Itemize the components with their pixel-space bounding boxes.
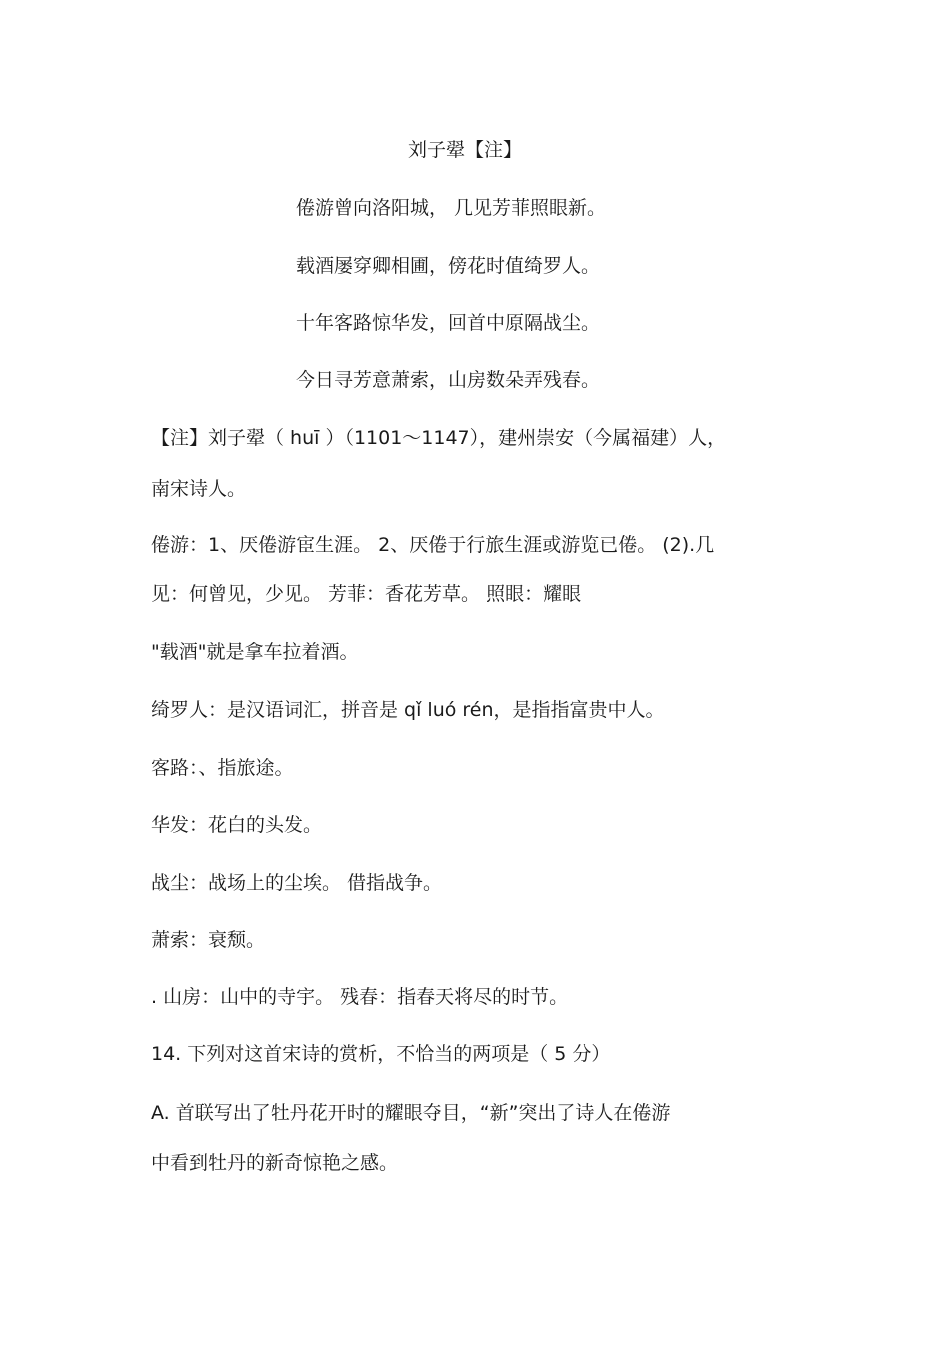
option-a-line-2: 中看到牡丹的新奇惊艳之感。 <box>151 1152 399 1174</box>
option-a-line-1: A. 首联写出了牡丹花开时的耀眼夺目，“新”突出了诗人在倦游 <box>151 1102 671 1124</box>
poem-line-1: 倦游曾向洛阳城， 几见芳菲照眼新。 <box>296 197 607 219</box>
note-author-line-1: 【注】刘子翚（ huī ）（1101～1147），建州崇安（今属福建）人， <box>151 427 727 449</box>
question-stem: 14. 下列对这首宋诗的赏析，不恰当的两项是（ 5 分） <box>151 1043 611 1065</box>
note-qiluoren: 绮罗人：是汉语词汇，拼音是 qǐ luó rén，是指指富贵中人。 <box>151 699 665 721</box>
note-zaijiu: "载酒"就是拿车拉着酒。 <box>151 641 359 663</box>
note-juanyou-line-2: 见：何曾见，少见。 芳菲：香花芳草。 照眼：耀眼 <box>151 583 582 605</box>
note-zhanchen: 战尘：战场上的尘埃。 借指战争。 <box>151 872 443 894</box>
poem-title: 刘子翚【注】 <box>408 139 523 161</box>
note-juanyou-line-1: 倦游：1、厌倦游宦生涯。 2、厌倦于行旅生涯或游览已倦。 (2).几 <box>151 534 715 556</box>
note-shanfang: . 山房：山中的寺宇。 残春：指春天将尽的时节。 <box>151 986 569 1008</box>
note-xiaosuo: 萧索：衰颓。 <box>151 929 266 951</box>
note-huafa: 华发：花白的头发。 <box>151 814 323 836</box>
note-author-line-2: 南宋诗人。 <box>151 478 247 500</box>
poem-line-3: 十年客路惊华发，回首中原隔战尘。 <box>296 312 601 334</box>
note-kelu: 客路：、指旅途。 <box>151 757 294 779</box>
poem-line-2: 载酒屡穿卿相圃，傍花时值绮罗人。 <box>296 255 601 277</box>
poem-line-4: 今日寻芳意萧索，山房数朵弄残春。 <box>296 369 601 391</box>
